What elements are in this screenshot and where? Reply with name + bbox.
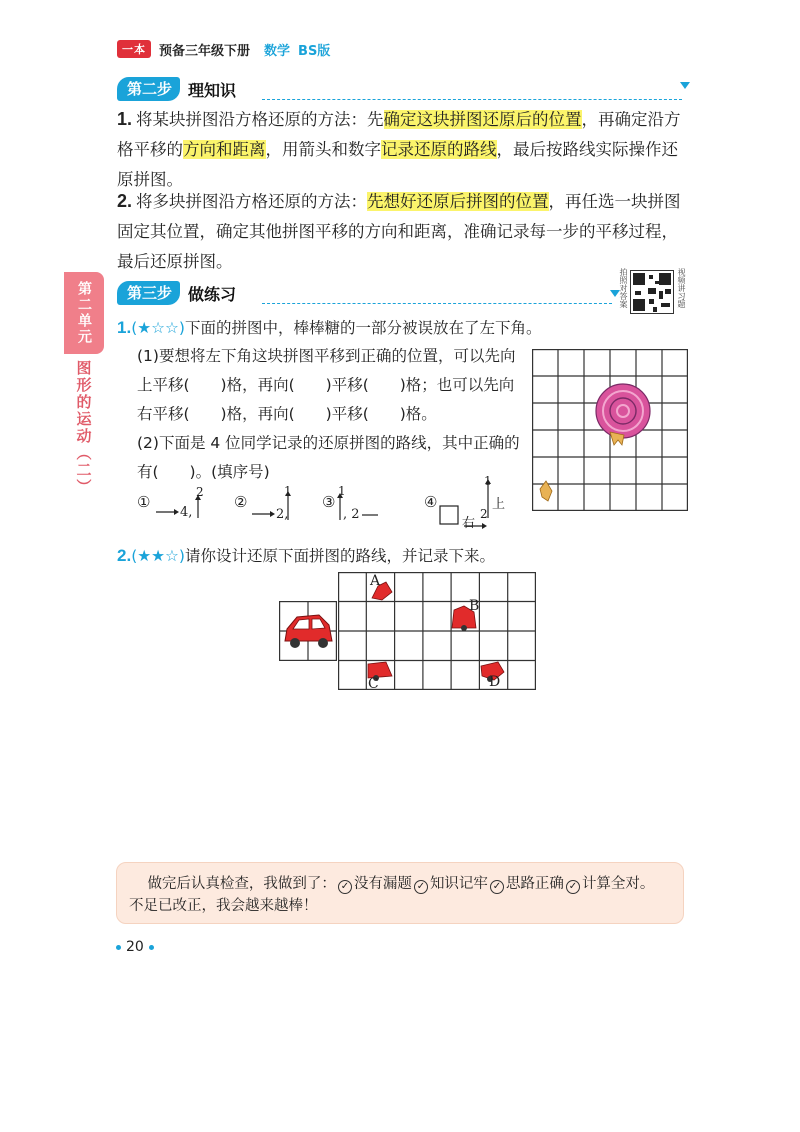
qr-block[interactable] — [618, 266, 690, 318]
check-icon[interactable]: ✓ — [338, 880, 352, 894]
route2-label: ② — [234, 493, 248, 511]
route3-n2: , 2 — [343, 507, 360, 522]
q1-stem-text: 下面的拼图中，棒棒糖的一部分被误放在了左下角。 — [184, 319, 542, 337]
check-item-4: 计算全对。 — [581, 876, 655, 892]
qr-code-icon[interactable] — [630, 270, 674, 314]
step2-banner — [117, 76, 236, 102]
kp1-number: 1. — [117, 109, 133, 129]
q2-number: 2. — [117, 546, 132, 565]
route4-label: ④ — [424, 493, 438, 511]
kp1-highlight-2: 方向和距离 — [183, 140, 266, 159]
kp1-text-c: ，用箭头和数字 — [265, 140, 381, 159]
piece-label-d: D — [489, 674, 501, 690]
subject-label: 数学 — [264, 43, 291, 59]
brand-logo: 一本 — [117, 40, 151, 58]
piece-label-a: A — [370, 573, 381, 589]
page-header — [117, 38, 330, 60]
step3-banner — [117, 280, 236, 306]
knowledge-point-2 — [117, 186, 692, 277]
check-item-1: 没有漏题 — [353, 876, 412, 892]
route-option-1[interactable] — [137, 493, 150, 511]
knowledge-point-1 — [117, 104, 692, 195]
q1-sub2-line1: (2)下面是 4 位同学记录的还原拼图的路线，其中正确的 — [137, 434, 520, 452]
q2-stem — [117, 541, 687, 571]
q2-puzzle-grid — [338, 572, 536, 690]
q1-puzzle-grid — [532, 349, 688, 511]
dot-icon — [116, 945, 121, 950]
book-title: 预备三年级下册 — [159, 43, 251, 59]
step2-divider — [262, 99, 682, 100]
q1-stem — [117, 313, 687, 343]
check-icon[interactable]: ✓ — [490, 880, 504, 894]
step3-tag: 第三步 — [117, 281, 180, 305]
check-item-3: 思路正确 — [505, 876, 564, 892]
kp1-text-a: 将某块拼图沿方格还原的方法：先 — [136, 110, 384, 129]
step3-title: 做练习 — [188, 284, 237, 304]
route4-right: 右 — [462, 516, 476, 531]
route3-label: ③ — [322, 493, 336, 511]
self-check-box — [116, 862, 684, 924]
piece-label-c: C — [368, 676, 379, 692]
route2-arrows-icon — [250, 482, 300, 524]
dot-icon — [149, 945, 154, 950]
self-check-line2: 不足已改正，我会越来越棒！ — [129, 898, 318, 914]
kp1-highlight-3: 记录还原的路线 — [381, 140, 497, 159]
q2-stars: (★★☆) — [131, 547, 185, 565]
route2-n1: 2, — [276, 507, 289, 522]
self-check-line1 — [129, 873, 671, 895]
q1-sub1-line3[interactable]: 右平移( )格，再向( )平移( )格。 — [137, 405, 437, 423]
unit-topic: 图形的运动（二） — [74, 360, 93, 496]
route4-n2: 2 — [480, 507, 488, 521]
lollipop-icon — [596, 384, 650, 445]
unit-label: 第二单元 — [64, 272, 104, 354]
kp2-highlight-1: 先想好还原后拼图的位置 — [367, 192, 549, 211]
q2-stem-text: 请你设计还原下面拼图的路线，并记录下来。 — [184, 547, 495, 565]
route1-n1: 4, — [180, 505, 193, 520]
q1-stars: (★☆☆) — [131, 319, 185, 337]
q1-sub2-line2[interactable]: 有( )。(填序号) — [137, 463, 270, 481]
step3-arrow-icon — [610, 290, 620, 297]
q1-number: 1. — [117, 318, 132, 337]
step3-divider — [262, 303, 612, 304]
kp2-number: 2. — [117, 191, 133, 211]
unit-side-tab — [64, 272, 104, 498]
piece-label-b: B — [469, 598, 480, 614]
route1-label: ① — [137, 493, 151, 511]
page-number — [116, 939, 154, 955]
kp1-text-b: ，再确定沿方格平移的 — [117, 110, 681, 159]
edition-label: BS版 — [298, 43, 331, 59]
kp1-highlight-1: 确定这块拼图还原后的位置 — [383, 110, 582, 129]
q2-target-car-grid — [279, 601, 337, 661]
self-check-intro: 做完后认真检查，我做到了： — [147, 876, 336, 892]
q1-sub1-line1: (1)要想将左下角这块拼图平移到正确的位置，可以先向 — [137, 347, 516, 365]
check-item-2: 知识记牢 — [429, 876, 488, 892]
check-icon[interactable]: ✓ — [414, 880, 428, 894]
step2-title: 理知识 — [188, 80, 237, 100]
route2-n2: 1 — [284, 484, 292, 498]
route-option-2[interactable] — [234, 493, 247, 511]
route1-n2: 2 — [196, 485, 204, 499]
kp2-text-b: ，再任选一块拼图固定其位置，确定其他拼图平移的方向和距离，准确记录每一步的平移过程，最后还原拼图。 — [117, 192, 681, 271]
qr-left-caption: 拍照对答案 — [619, 268, 628, 308]
page-number-text: 20 — [126, 939, 144, 955]
q1-grid-svg — [532, 349, 688, 511]
check-icon[interactable]: ✓ — [566, 880, 580, 894]
qr-right-caption: 视频讲习题 — [677, 268, 686, 308]
route4-n1: 1 — [484, 474, 492, 488]
q1-sub1 — [137, 342, 527, 487]
step2-tag: 第二步 — [117, 77, 180, 101]
step2-arrow-icon — [680, 82, 690, 89]
route4-up: 上 — [492, 497, 506, 512]
route3-n1: 1 — [338, 484, 346, 498]
kp1-text-d: ，最后按路线实际操作还原拼图。 — [117, 140, 678, 189]
kp2-text-a: 将多块拼图沿方格还原的方法： — [136, 192, 368, 211]
q1-sub1-line2[interactable]: 上平移( )格，再向( )平移( )格；也可以先向 — [137, 376, 515, 394]
